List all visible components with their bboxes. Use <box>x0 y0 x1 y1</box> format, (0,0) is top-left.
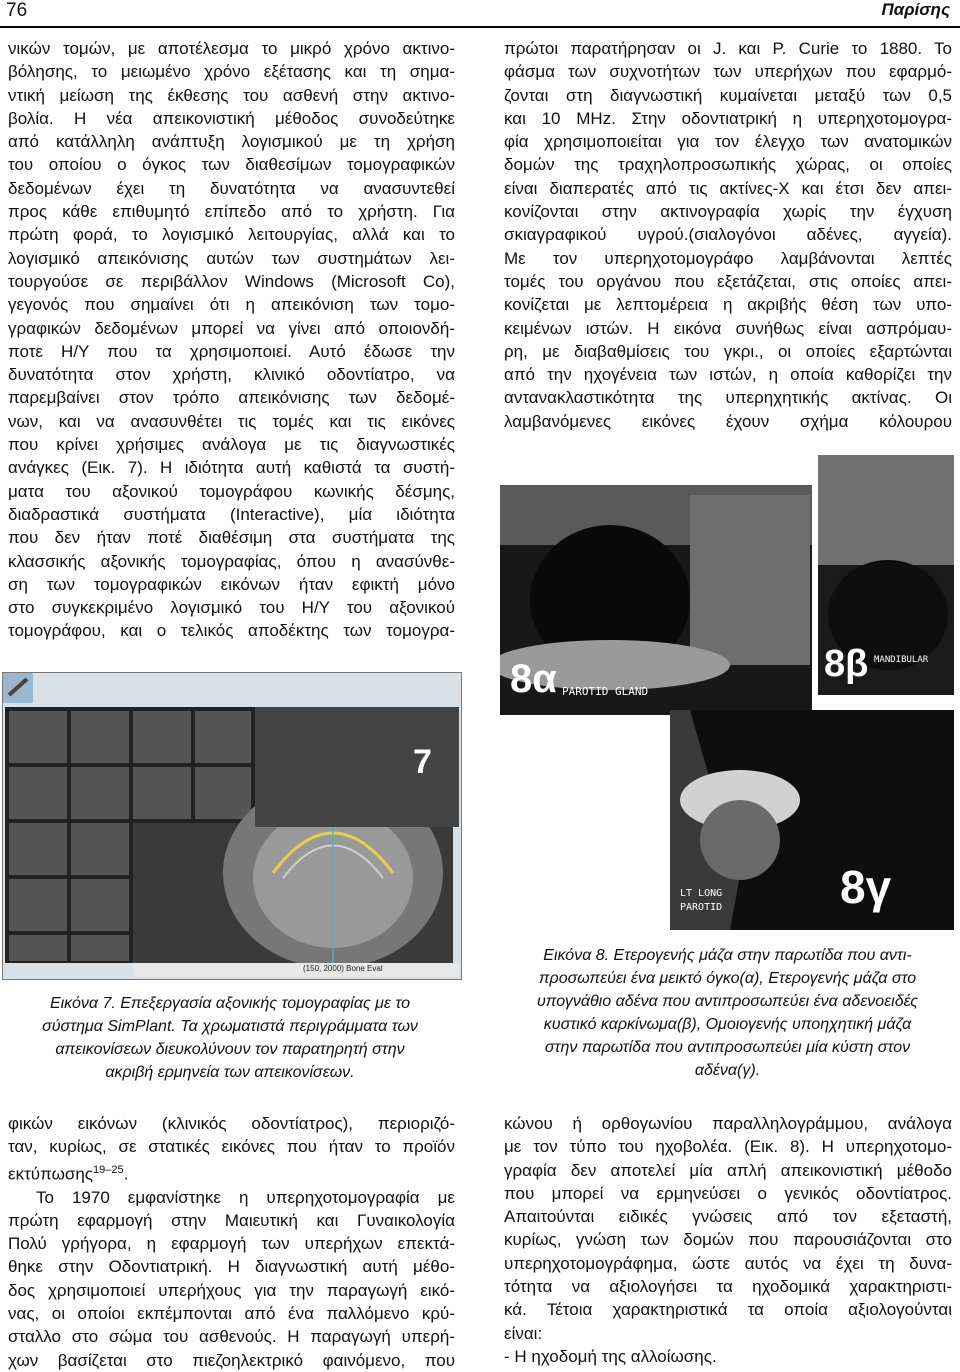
figure-8-caption <box>505 944 950 1082</box>
text-line: κώνου ή ορθογωνίου παραλληλογράμμου, ανάλογα <box>504 1114 952 1133</box>
text-line: στο συγκεκριμένο λογισμικό του Η/Υ του αξονικού <box>8 598 455 618</box>
text-line: αντανακλαστικότητα της υπερηχητικής ακτίνας. Οι <box>504 388 952 408</box>
text-line: ντική μείωση της έκθεσης του ασθενή στην ακτινο- <box>8 85 455 105</box>
text-line: τομές του οργάνου που εξετάζεται, στις οποίες απει- <box>504 271 952 291</box>
text-line: βόλησης, το μειωμένο χρόνο εξέτασης και τη σημα- <box>8 62 455 82</box>
text-line: ανάγκες (Εικ. 7). Η ιδιότητα αυτή καθιστά τα συστή- <box>8 458 455 478</box>
figure-7 <box>2 672 462 980</box>
text-line: νων, και να ανασυνθέτει τις τομές και τις εικόνες <box>8 411 455 431</box>
text-line: ματα του αξονικού τομογράφου κωνικής δέσμης, <box>8 481 455 501</box>
left-column-top <box>8 37 455 643</box>
page-number: 76 <box>6 0 28 21</box>
text-line: νικών τομών, με αποτέλεσμα το μικρό χρόνο ακτινο- <box>8 39 455 58</box>
text-line: κειμένων ιστών. Η εικόνα συνήθως είναι ασπρόμαυ- <box>504 318 952 338</box>
figure-7-status: (150, 2000) Bone Eval <box>303 964 383 973</box>
text-line: σταλλο στο σώμα του ασθενούς. Η παραγωγή υπερή- <box>8 1327 455 1347</box>
text-line: τουργούσε σε περιβάλλον Windows (Microsoft Co), <box>8 271 455 291</box>
caption-line: Εικόνα 8. Ετερογενής μάζα στην παρωτίδα που αντι- <box>543 947 912 964</box>
text-line: φία χρησιμοποιείται για τον έλεγχο των ανατομικών <box>504 132 952 152</box>
text-line: από την ηχογένεια των ιστών, η οποία καθορίζει την <box>504 365 952 385</box>
text-line: λαμβανόμενες εικόνες έχουν σχήμα κόλουρου <box>504 411 952 431</box>
text-line: νας, οι οποίοι εκπέμπονται από ένα παλλόμενο κρύ- <box>8 1304 455 1324</box>
figure-8c-text1: LT LONG <box>680 888 723 899</box>
text-line: που μπορεί να ερμηνεύσει ο γενικός οδοντίατρος. <box>504 1183 952 1203</box>
text-line: βολία. Η νέα απεικονιστική μέθοδος συνοδεύτηκε <box>8 108 455 128</box>
caption-line: Εικόνα 7. Επεξεργασία αξονικής τομογραφίας με το <box>49 995 411 1012</box>
text-line: και 10 MHz. Στην οδοντιατρική η υπερηχοτομογρα- <box>504 108 952 128</box>
text-line: Με τον υπερηχοτομογράφο λαμβάνονται λεπτές <box>504 248 952 268</box>
text-line: χων βασίζεται στο πιεζοηλεκτρικό φαινόμενο, που <box>8 1350 455 1370</box>
figure-8b <box>818 455 954 695</box>
text-line: κυρίως, γνώση των δομών που παρουσιάζονται στο <box>504 1230 952 1250</box>
left-bottom-line-with-ref: εκτύπωσης$^{19-25}$. <box>8 1163 129 1184</box>
text-line: Πολύ γρήγορα, η εφαρμογή των υπερήχων επεκτά- <box>8 1234 455 1254</box>
list-item: - Η ηχοδομή της αλλοίωσης. <box>504 1346 717 1366</box>
figure-8a-label: 8α <box>510 657 557 701</box>
text-line: κονίζεται με λεπτομέρεια η ακριβής θέση των υπο- <box>504 295 952 315</box>
text-line: θηκε στην Οδοντιατρική. Η διαγνωστική αυτή μέθο- <box>8 1257 455 1277</box>
text-line: υπερηχοτομογράφημα, ώστε αυτός να έχει τη δυνα- <box>504 1253 952 1273</box>
text-line: γραφία δεν αποτελεί μία απλή απεικονιστική μέθοδο <box>504 1160 952 1180</box>
caption-line: σύστημα SimPlant. Τα χρωματιστά περιγράμματα των <box>42 1018 418 1035</box>
figure-8a <box>500 485 812 715</box>
figure-7-image <box>3 673 461 979</box>
text-line: τομογράφου, και ο τελικός αποδέκτης των τομογρα- <box>8 621 455 641</box>
header-rule <box>0 26 960 28</box>
text-line: διαδραστικά συστήματα (Interactive), μία ιδιότητα <box>8 504 455 524</box>
figure-8b-text: MANDIBULAR <box>874 655 929 665</box>
figure-8a-text: PAROTID GLAND <box>562 685 649 698</box>
figure-8b-label: 8β <box>824 643 869 685</box>
caption-line: υπογνάθιο αδένα που αντιπροσωπεύει ένα αδενοειδές <box>536 993 919 1010</box>
text-line: ρη, με διαβαθμίσεις του γκρι., οι οποίες εξαρτώνται <box>504 341 952 361</box>
text-line: που δεν ήταν ποτέ διαθέσιμη στα συστήματα της <box>8 528 455 548</box>
text-line: Απαιτούνται ειδικές γνώσεις από τον εξεταστή, <box>504 1207 952 1227</box>
text-line: δομών της τραχηλοπροσωπικής χώρας, οι οποίες <box>504 155 952 175</box>
text-line: γεγονός που σημαίνει ότι η απεικόνιση των τομο- <box>8 295 455 315</box>
figure-8c-text2: PAROTID <box>680 902 723 913</box>
text-line: Το 1970 εμφανίστηκε η υπερηχοτομογραφία με <box>36 1187 455 1207</box>
figure-8c-label: 8γ <box>840 861 892 913</box>
text-line: από κατάλληλη ανάπτυξη λογισμικού με τη χρήση <box>8 132 455 152</box>
text-line: φάσμα των συχνοτήτων των υπερήχων που εφαρμό- <box>504 62 952 82</box>
text-line: κονίζονται στην ακτινογραφία χωρίς την έγχυση <box>504 202 952 222</box>
text-line: φικών εικόνων (κλινικός οδοντίατρος), περιοριζό- <box>8 1114 455 1133</box>
text-line: πρώτη φορά, το λογισμικό λειτουργίας, αλλά και το <box>8 225 455 245</box>
text-line: δυνατότητα στον χρήστη, κλινικό οδοντίατρο, να <box>8 365 455 385</box>
text-line: ταν, κυρίως, σε στατικές εικόνες που ήταν το προϊόν <box>8 1137 455 1157</box>
caption-line: αδένα(γ). <box>694 1062 761 1079</box>
text-line: του οποίου ο όγκος των διαθεσίμων τομογραφικών <box>8 155 455 175</box>
caption-line: ακριβή ερμηνεία των απεικονίσεων. <box>105 1064 355 1081</box>
text-line: πρώτοι παρατήρησαν οι J. και P. Curie το 1880. Το <box>504 39 952 58</box>
text-line: προς κάθε επιθυμητό επίπεδο από το χρήστη. Για <box>8 202 455 222</box>
right-column-top <box>504 37 952 433</box>
caption-line: απεικονίσεων διευκολύνουν τον παρατηρητή στην <box>55 1041 405 1058</box>
figure-7-number: 7 <box>413 743 432 781</box>
text-line: λογισμικό απεικόνισης αυτών των συστημάτων λει- <box>8 248 455 268</box>
text-line: με τον τύπο του ηχοβολέα. (Εικ. 8). Η υπερηχοτομο- <box>504 1137 952 1157</box>
text-line: ζονται στη διαγνωστική κυμαίνεται μεταξύ των 0,5 <box>504 85 952 105</box>
text-line: ποτε Η/Υ που τα χρησιμοποιεί. Αυτό έδωσε την <box>8 341 455 361</box>
text-line: είναι διαπερατές από τις ακτίνες-Χ και έτσι δεν απει- <box>504 178 952 198</box>
text-line: είναι: <box>504 1323 543 1343</box>
text-line: γραφικών δεδομένων μπορεί να γίνει από οποιονδή- <box>8 318 455 338</box>
running-title: Παρίσης <box>881 0 950 19</box>
reference-superscript: 19–25 <box>93 1163 124 1176</box>
text-line: τότητα να αξιολογήσει τα ηχοδομικά χαρακτηριστι- <box>504 1277 952 1297</box>
figure-8 <box>500 455 954 930</box>
text-line: ση των τομογραφικών εικόνων ήταν εφικτή μόνο <box>8 574 455 594</box>
caption-line: κυστικό καρκίνωμα(β), Ομοιογενής υποηχητική μάζα <box>543 1016 912 1033</box>
text-line: κά. Τέτοια χαρακτηριστικά τα οποία αξιολογούνται <box>504 1300 952 1320</box>
caption-line: στην παρωτίδα που αντιπροσωπεύει μία κύστη στον <box>544 1039 911 1056</box>
text-line: πρώτη εφαρμογή στην Μαιευτική και Γυναικολογία <box>8 1210 455 1230</box>
caption-line: προσωπεύει ένα μεικτό όγκο(α), Ετερογενής μάζα στο <box>538 970 917 987</box>
text-line: παρεμβαίνει στον τρόπο απεικόνισης των δεδομέ- <box>8 388 455 408</box>
text-line: δεδομένων έχει τη δυνατότητα να ανασυντεθεί <box>8 178 455 198</box>
text-line: σκιαγραφικού υγρού.(σιαλογόνοι αδένες, αγγεία). <box>504 225 952 245</box>
figure-7-caption <box>20 992 440 1084</box>
left-column-bottom <box>8 1112 455 1372</box>
right-column-bottom <box>504 1112 952 1368</box>
text-line: δος χρησιμοποιεί υπερήχους για την παραγωγή εικό- <box>8 1280 455 1300</box>
text-line: κλασσικής αξονικής τομογραφίας, όπου η ανασύνθε- <box>8 551 455 571</box>
text-line: που κρίνει χρήσιμες ανάλογα με τις διαγνωστικές <box>8 435 455 455</box>
figure-8c <box>670 710 954 930</box>
